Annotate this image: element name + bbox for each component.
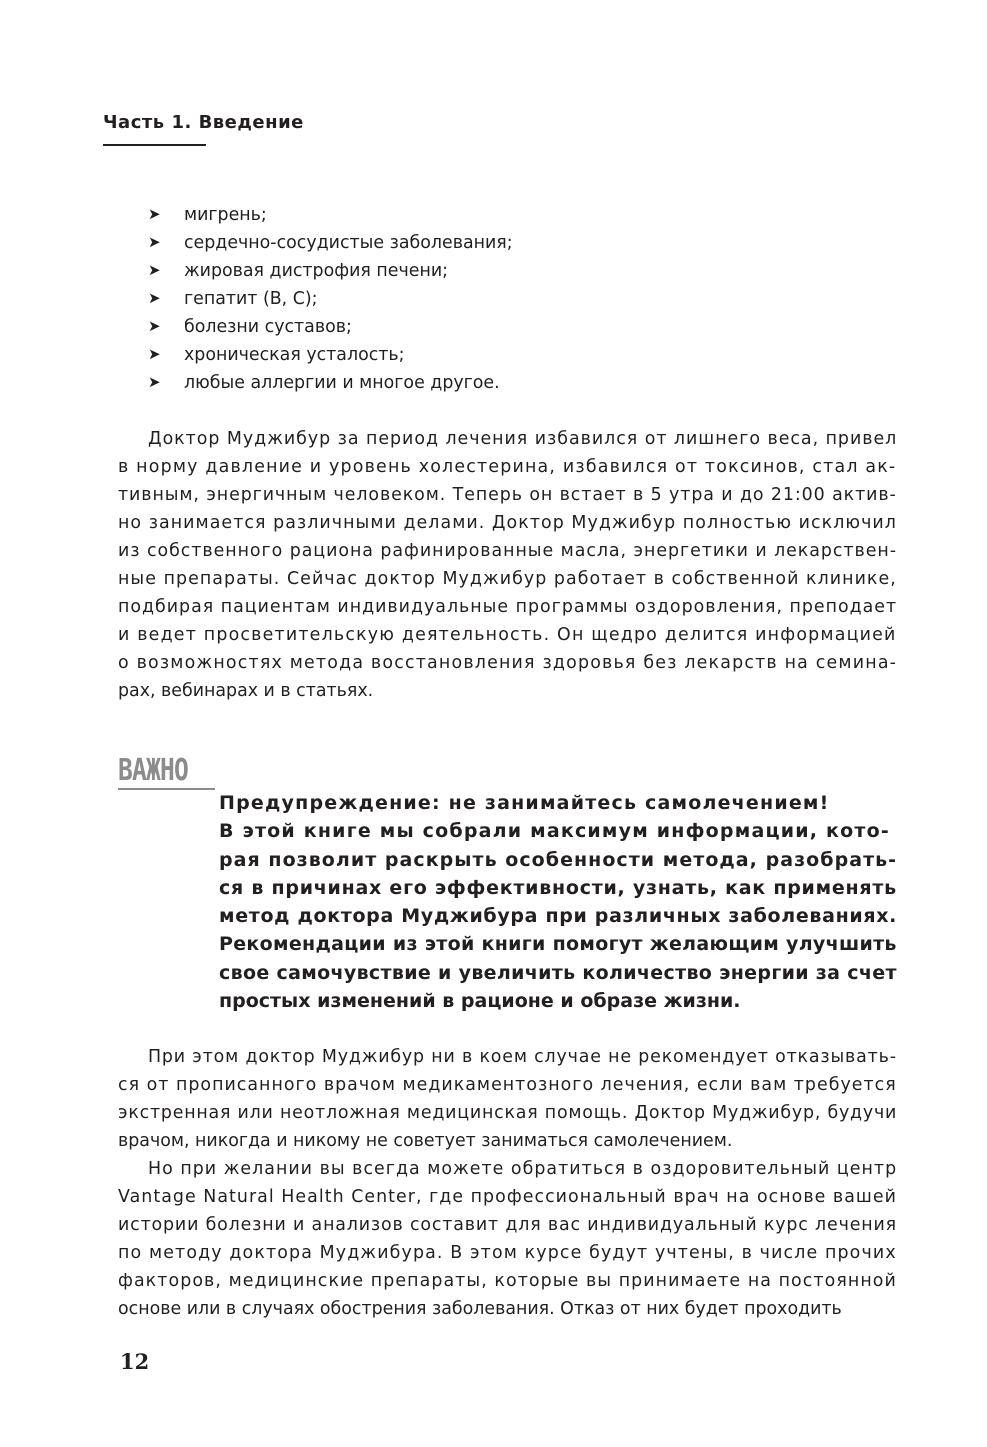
arrowhead-bullet-icon: ➤ bbox=[148, 233, 161, 251]
arrowhead-bullet-icon: ➤ bbox=[148, 261, 161, 279]
arrowhead-bullet-icon: ➤ bbox=[148, 373, 161, 391]
arrowhead-bullet-icon: ➤ bbox=[148, 345, 161, 363]
paragraph-health-center: Но при желании вы всегда можете обратиться в оздоровительный центр Vantage Natural Health Center, где профессиональный врач на основе вашей истории болезни и анализов составит для вас индивидуальный курс лечения по методу доктора Муджибура. В этом курсе будут учтены, в числе прочих факторов, медицинские препараты, которые вы принимаете на постоянной основе или в случаях обострения заболевания. Отказ от них будет проходить bbox=[118, 1159, 898, 1319]
arrowhead-bullet-icon: ➤ bbox=[148, 317, 161, 335]
arrowhead-bullet-icon: ➤ bbox=[148, 289, 161, 307]
arrowhead-bullet-icon: ➤ bbox=[148, 205, 161, 223]
paragraph-mujibur-results: Доктор Муджибур за период лечения избавился от лишнего веса, привел в норму давление и уровень холестерина, избавился от токсинов, стал ак- тивным, энергичным человеком. Теперь он встает в 5 утра и до 21:00 актив- но занимается различными делами. Доктор Муджибур полностью исключил из собственного рациона рафинированные масла, энергетики и лекарствен- ные препараты. Сейчас доктор Муджибур работает в собственной клинике, подбирая пациентам индивидуальные программы оздоровления, преподает и ведет просветительскую деятельность. Он щедро делится информацией о возможностях метода восстановления здоровья без лекарств на семина- рах, вебинарах и в статьях. bbox=[118, 429, 898, 701]
list-item: ➤ любые аллергии и многое другое. bbox=[148, 368, 513, 396]
list-item: ➤ мигрень; bbox=[148, 200, 513, 228]
important-label: ВАЖНО bbox=[118, 753, 188, 788]
list-item: ➤ гепатит (В, С); bbox=[148, 284, 513, 312]
list-item: ➤ сердечно-сосудистые заболевания; bbox=[148, 228, 513, 256]
list-item: ➤ болезни суставов; bbox=[148, 312, 513, 340]
list-item: ➤ жировая дистрофия печени; bbox=[148, 256, 513, 284]
list-item: ➤ хроническая усталость; bbox=[148, 340, 513, 368]
paragraph-no-refusal: При этом доктор Муджибур ни в коем случае не рекомендует отказывать- ся от прописанного врачом медикаментозного лечения, если вам требуется экстренная или неотложная медицинская помощь. Доктор Муджибур, будучи врачом, никогда и никому не советует заниматься самолечением. bbox=[118, 1047, 898, 1151]
warning-callout: Предупреждение: не занимайтесь самолечением! В этой книге мы собрали максимум информации, кото- рая позволит раскрыть особенности метода, разобрать- ся в причинах его эффективности, узнать, как применять метод доктора Муджибура при различных заболеваниях. Рекомендации из этой книги помогут желающим улучшить свое самочувствие и увеличить количество энергии за счет простых изменений в рационе и образе жизни. bbox=[219, 792, 898, 1013]
bullet-list bbox=[148, 200, 513, 396]
running-head: Часть 1. Введение bbox=[103, 112, 304, 133]
page-number: 12 bbox=[120, 1349, 150, 1374]
important-label-underline bbox=[118, 788, 215, 790]
running-head-rule bbox=[103, 144, 206, 146]
